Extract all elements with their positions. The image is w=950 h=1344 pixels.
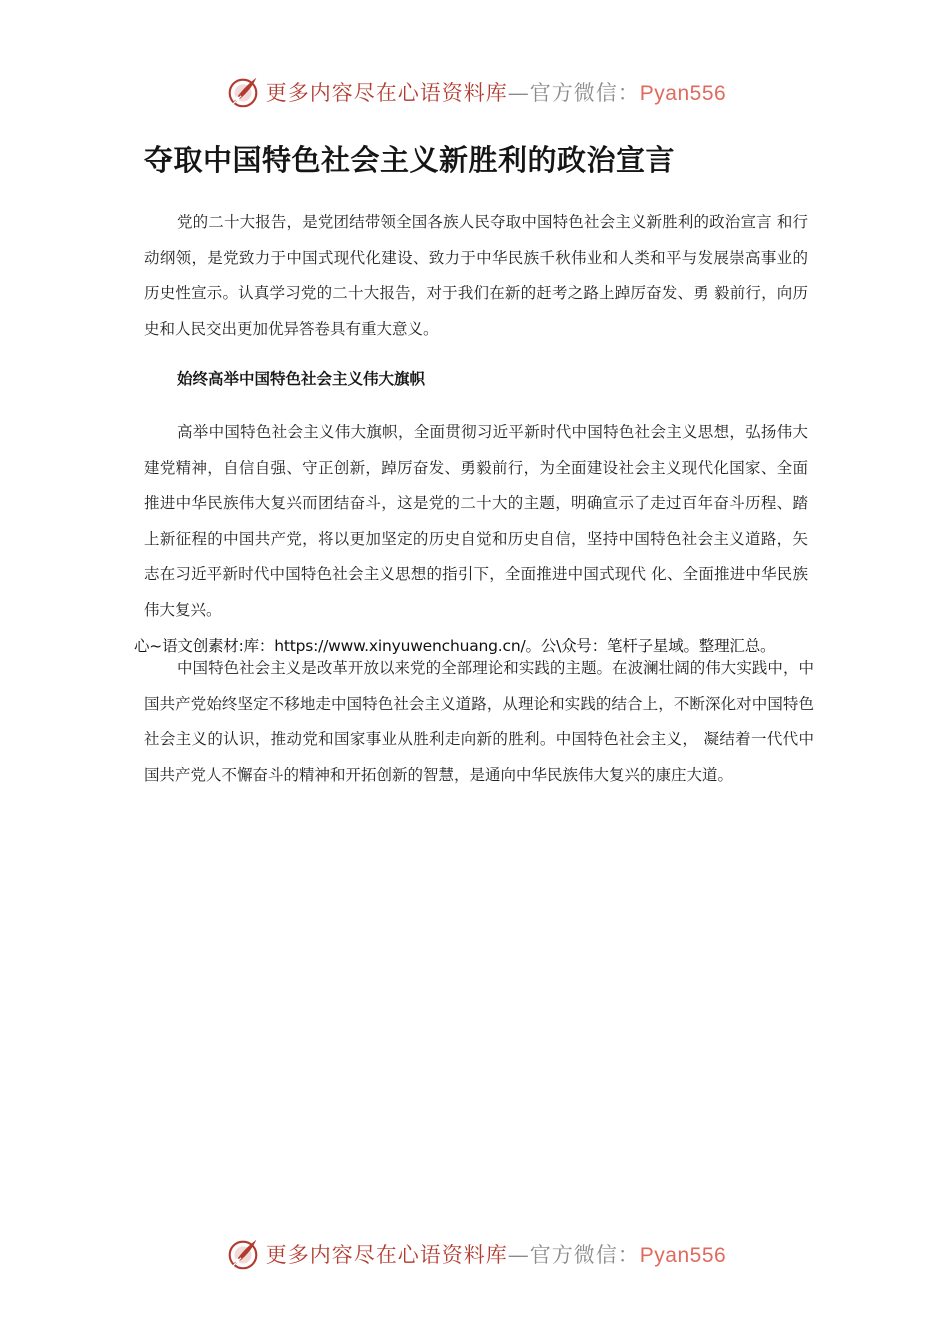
quill-seal-logo-icon <box>224 1235 262 1273</box>
top-banner-inner <box>224 73 726 111</box>
banner-wechat-label: 官方微信： <box>529 1243 640 1267</box>
top-banner <box>0 70 950 114</box>
source-watermark-line: 心~语文创素材:库：https://www.xinyuwenchuang.cn/。公\众号：笔杆子星域。整理汇总。 <box>134 637 776 655</box>
bottom-banner-inner <box>224 1235 726 1273</box>
paragraph-2: 高举中国特色社会主义伟大旗帜，全面贯彻习近平新时代中国特色社会主义思想，弘扬伟大建党精神，自信自强、守正创新，踔厉奋发、勇毅前行，为全面建设社会主义现代化国家、全面推进中华民族伟大复兴而团结奋斗，这是党的二十大的主题，明确宣示了走过百年奋斗历程、踏上新征程的中国共产党，将以更加坚定的历史自觉和历史自信，坚持中国特色社会主义道路，矢志在习近平新时代中国特色社会主义思想的指引下，全面推进中国式现代 化、全面推进中华民族伟大复兴。 <box>144 423 808 619</box>
paragraph-1: 党的二十大报告，是党团结带领全国各族人民夺取中国特色社会主义新胜利的政治宣言 和行动纲领，是党致力于中国式现代化建设、致力于中华民族千秋伟业和人类和平与发展崇高事业的历史性宣示。认真学习党的二十大报告，对于我们在新的赶考之路上踔厉奋发、勇 毅前行，向历史和人民交出更加优异答卷具有重大意义。 <box>144 213 808 338</box>
document-title: 夺取中国特色社会主义新胜利的政治宣言 <box>144 143 676 177</box>
banner-wechat-id: Pyan556 <box>639 1244 727 1267</box>
banner-wechat-id: Pyan556 <box>639 82 727 105</box>
banner-dash: — <box>507 81 530 105</box>
banner-wechat-label: 官方微信： <box>529 81 640 105</box>
banner-text <box>266 77 726 107</box>
banner-text <box>266 1239 726 1269</box>
section-subheading: 始终高举中国特色社会主义伟大旗帜 <box>177 370 426 388</box>
paragraph-3: 中国特色社会主义是改革开放以来党的全部理论和实践的主题。在波澜壮阔的伟大实践中，中国共产党始终坚定不移地走中国特色社会主义道路，从理论和实践的结合上，不断深化对中国特色社会主义的认识，推动党和国家事业从胜利走向新的胜利。中国特色社会主义， 凝结着一代代中国共产党人不懈奋斗的精神和开拓创新的智慧，是通向中华民族伟大复兴的康庄大道。 <box>144 659 814 784</box>
quill-seal-logo-icon <box>224 73 262 111</box>
bottom-banner <box>0 1232 950 1276</box>
banner-site-name: 更多内容尽在心语资料库 <box>265 1243 508 1267</box>
banner-site-name: 更多内容尽在心语资料库 <box>265 81 508 105</box>
banner-dash: — <box>507 1243 530 1267</box>
